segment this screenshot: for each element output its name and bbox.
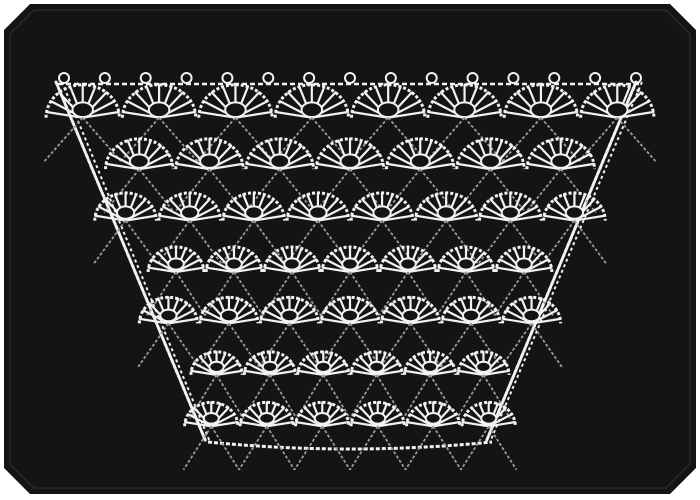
- shell-eyelet: [481, 413, 496, 424]
- shell-eyelet: [302, 102, 323, 117]
- shell-eyelet: [226, 258, 242, 269]
- shell-eyelet: [341, 154, 360, 167]
- shell-eyelet: [209, 362, 223, 372]
- shell-eyelet: [370, 413, 385, 424]
- shell-eyelet: [400, 258, 416, 269]
- shell-eyelet: [72, 102, 93, 117]
- shell-eyelet: [516, 258, 532, 269]
- shell-eyelet: [284, 258, 300, 269]
- shell-eyelet: [378, 102, 399, 117]
- shell-eyelet: [259, 413, 274, 424]
- shell-eyelet: [370, 362, 384, 372]
- shell-eyelet: [423, 362, 437, 372]
- shell-eyelet: [309, 206, 326, 218]
- shell-eyelet: [263, 362, 277, 372]
- shell-eyelet: [204, 413, 219, 424]
- shell-eyelet: [373, 206, 390, 218]
- shell-eyelet: [200, 154, 219, 167]
- shell-eyelet: [502, 206, 519, 218]
- shell-eyelet: [149, 102, 170, 117]
- shell-eyelet: [531, 102, 552, 117]
- shell-eyelet: [458, 258, 474, 269]
- shell-eyelet: [411, 154, 430, 167]
- shell-eyelet: [523, 310, 539, 322]
- shell-eyelet: [438, 206, 455, 218]
- shell-eyelet: [566, 206, 583, 218]
- shell-eyelet: [476, 362, 490, 372]
- shell-eyelet: [607, 102, 628, 117]
- shell-eyelet: [315, 413, 330, 424]
- shell-eyelet: [454, 102, 475, 117]
- shell-eyelet: [225, 102, 246, 117]
- shell-eyelet: [130, 154, 149, 167]
- shell-eyelet: [245, 206, 262, 218]
- shell-eyelet: [551, 154, 570, 167]
- shell-eyelet: [168, 258, 184, 269]
- shell-eyelet: [402, 310, 418, 322]
- shell-eyelet: [281, 310, 297, 322]
- shell-eyelet: [270, 154, 289, 167]
- shell-eyelet: [181, 206, 198, 218]
- shell-eyelet: [117, 206, 134, 218]
- shell-eyelet: [221, 310, 237, 322]
- shell-eyelet: [481, 154, 500, 167]
- shell-eyelet: [463, 310, 479, 322]
- shell-eyelet: [342, 258, 358, 269]
- shell-eyelet: [316, 362, 330, 372]
- shell-eyelet: [160, 310, 176, 322]
- shell-eyelet: [342, 310, 358, 322]
- shell-eyelet: [426, 413, 441, 424]
